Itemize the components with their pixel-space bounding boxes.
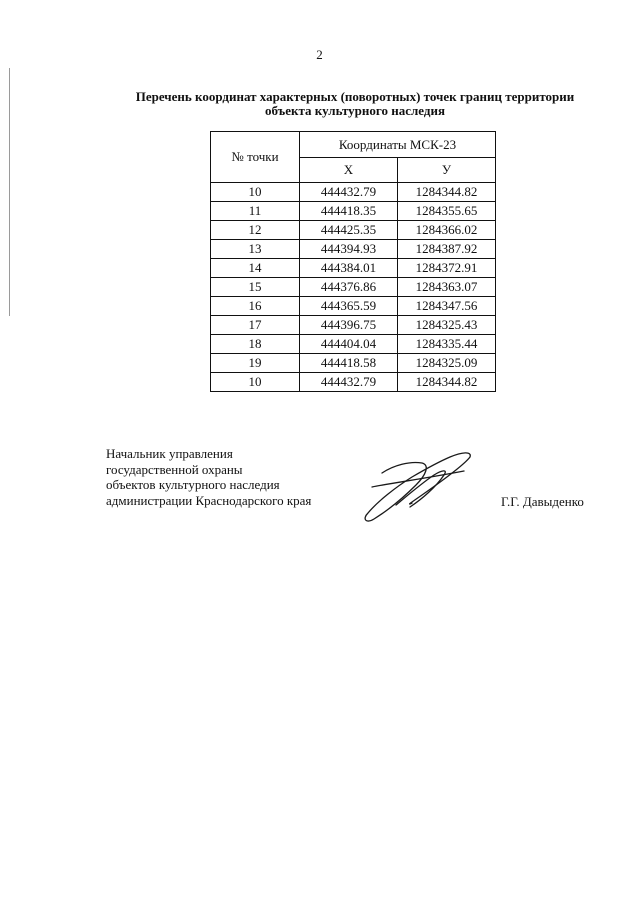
- table-row: [211, 373, 496, 392]
- point-number-cell: 16: [211, 297, 300, 316]
- y-coordinate-cell: 1284372.91: [398, 259, 496, 278]
- y-coordinate-cell: 1284325.09: [398, 354, 496, 373]
- table-row: [211, 354, 496, 373]
- point-number-cell: 10: [211, 373, 300, 392]
- point-number-cell: 12: [211, 221, 300, 240]
- coordinates-table-body: [211, 183, 496, 392]
- signatory-position: [106, 446, 311, 508]
- document-title: [110, 90, 600, 118]
- table-row: [211, 202, 496, 221]
- x-coordinate-cell: 444394.93: [300, 240, 398, 259]
- x-coordinate-cell: 444432.79: [300, 183, 398, 202]
- point-number-cell: 14: [211, 259, 300, 278]
- y-coordinate-cell: 1284325.43: [398, 316, 496, 335]
- point-number-cell: 13: [211, 240, 300, 259]
- column-group-header-coordinates: Координаты МСК-23: [300, 132, 496, 158]
- point-number-cell: 11: [211, 202, 300, 221]
- signatory-name: Г.Г. Давыденко: [501, 494, 584, 509]
- point-number-cell: 18: [211, 335, 300, 354]
- table-row: [211, 316, 496, 335]
- signatory-position-line: объектов культурного наследия: [106, 477, 280, 492]
- x-coordinate-cell: 444404.04: [300, 335, 398, 354]
- table-row: [211, 259, 496, 278]
- point-number-cell: 15: [211, 278, 300, 297]
- table-row: [211, 278, 496, 297]
- point-number-cell: 10: [211, 183, 300, 202]
- y-coordinate-cell: 1284366.02: [398, 221, 496, 240]
- column-header-y: У: [398, 158, 496, 183]
- column-header-x: Х: [300, 158, 398, 183]
- x-coordinate-cell: 444425.35: [300, 221, 398, 240]
- x-coordinate-cell: 444365.59: [300, 297, 398, 316]
- handwritten-signature-icon: [352, 443, 482, 528]
- y-coordinate-cell: 1284344.82: [398, 183, 496, 202]
- y-coordinate-cell: 1284355.65: [398, 202, 496, 221]
- document-title-line-2: объекта культурного наследия: [265, 103, 445, 118]
- x-coordinate-cell: 444396.75: [300, 316, 398, 335]
- column-header-point-number: № точки: [211, 132, 300, 183]
- coordinates-table: [210, 131, 496, 392]
- signatory-position-line: администрации Краснодарского края: [106, 492, 312, 508]
- y-coordinate-cell: 1284387.92: [398, 240, 496, 259]
- signatory-position-line: государственной охраны: [106, 461, 243, 477]
- table-row: [211, 335, 496, 354]
- scan-margin-line: [9, 68, 10, 316]
- document-title-line-1: Перечень координат характерных (поворотных) точек границ территории: [135, 89, 575, 104]
- x-coordinate-cell: 444384.01: [300, 259, 398, 278]
- page-number: 2: [316, 47, 323, 62]
- table-row: [211, 221, 496, 240]
- x-coordinate-cell: 444432.79: [300, 373, 398, 392]
- point-number-cell: 17: [211, 316, 300, 335]
- signatory-position-line: Начальник управления: [106, 446, 233, 461]
- y-coordinate-cell: 1284363.07: [398, 278, 496, 297]
- table-row: [211, 240, 496, 259]
- table-row: [211, 183, 496, 202]
- y-coordinate-cell: 1284347.56: [398, 297, 496, 316]
- y-coordinate-cell: 1284344.82: [398, 373, 496, 392]
- x-coordinate-cell: 444418.35: [300, 202, 398, 221]
- table-row: [211, 297, 496, 316]
- x-coordinate-cell: 444376.86: [300, 278, 398, 297]
- x-coordinate-cell: 444418.58: [300, 354, 398, 373]
- point-number-cell: 19: [211, 354, 300, 373]
- y-coordinate-cell: 1284335.44: [398, 335, 496, 354]
